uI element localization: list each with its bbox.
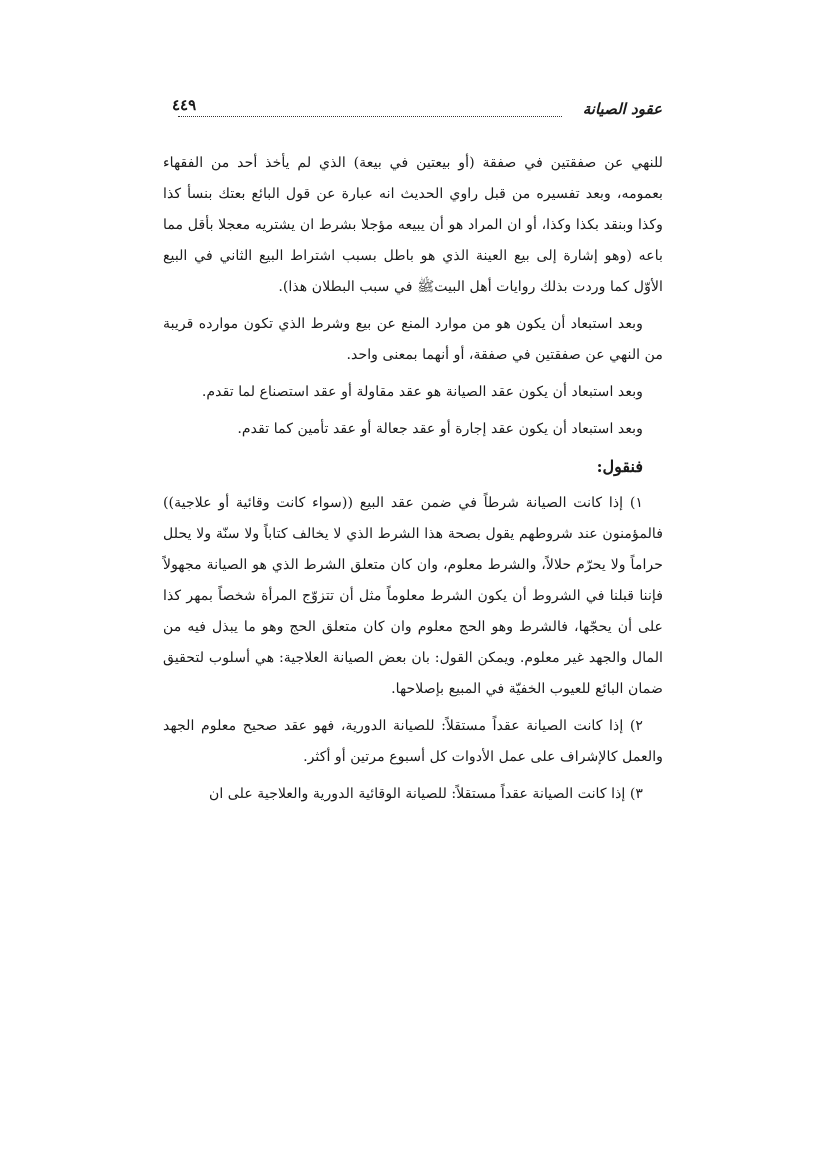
paragraph-1: للنهي عن صفقتين في صفقة (أو بيعتين في بيعة) الذي لم يأخذ أحد من الفقهاء بعمومه، وبعد تفسيره من قبل راوي الحديث انه عبارة عن قول البائع بعتك بنسأ كذا وكذا وبنقد بكذا وكذا، أو ان المراد هو أن يبيعه مؤجلا بشرط ان يشتريه معجلا بأقل مما باعه (وهو إشارة إلى بيع العينة الذي هو باطل بسبب اشتراط البيع الثاني في البيع الأوّل كما وردت بذلك روايات أهل البيتﷺ في سبب البطلان هذا).	[163, 155, 663, 295]
paragraph-6: ٢) إذا كانت الصيانة عقداً مستقلاً: للصيانة الدورية، فهو عقد صحيح معلوم الجهد والعمل كالإشراف على عمل الأدوات كل أسبوع مرتين أو أكثر.	[163, 718, 663, 765]
section-heading: فنقول:	[596, 457, 643, 476]
header-dotted-rule	[178, 116, 562, 117]
body-text	[163, 148, 663, 816]
paragraph-5: ١) إذا كانت الصيانة شرطاً في ضمن عقد البيع ((سواء كانت وقائية أو علاجية)) فالمؤمنون عند شروطهم يقول بصحة هذا الشرط الذي لا يخالف كتاباً ولا سنّة ولا يحلل حراماً ولا يحرّم حلالاً، والشرط معلوم، وان كان متعلق الشرط الذي هو الصيانة مجهولاً فإننا قبلنا في الشروط أن يكون الشرط معلوماً مثل أن تتزوّج المرأة شخصاً بمهر كذا على أن يحجّها، فالشرط وهو الحج معلوم وان كان متعلق الحج وهو ما يبذل فيه من المال والجهد غير معلوم. ويمكن القول: بان بعض الصيانة العلاجية: هي أسلوب لتحقيق ضمان البائع للعيوب الخفيّة في المبيع بإصلاحها.	[163, 495, 663, 697]
page-header	[170, 96, 662, 126]
running-title: عقود الصيانة	[582, 100, 662, 118]
paragraph-4: وبعد استبعاد أن يكون عقد إجارة أو عقد جعالة أو عقد تأمين كما تقدم.	[237, 421, 643, 437]
paragraph-7: ٣) إذا كانت الصيانة عقداً مستقلاً: للصيانة الوقائية الدورية والعلاجية على ان	[208, 786, 643, 802]
page-number: ٤٤٩	[172, 96, 197, 114]
paragraph-3: وبعد استبعاد أن يكون عقد الصيانة هو عقد مقاولة أو عقد استصناع لما تقدم.	[201, 384, 643, 400]
paragraph-2: وبعد استبعاد أن يكون هو من موارد المنع عن بيع وشرط الذي تكون موارده قريبة من النهي عن صفقتين في صفقة، أو أنهما بمعنى واحد.	[163, 316, 663, 363]
